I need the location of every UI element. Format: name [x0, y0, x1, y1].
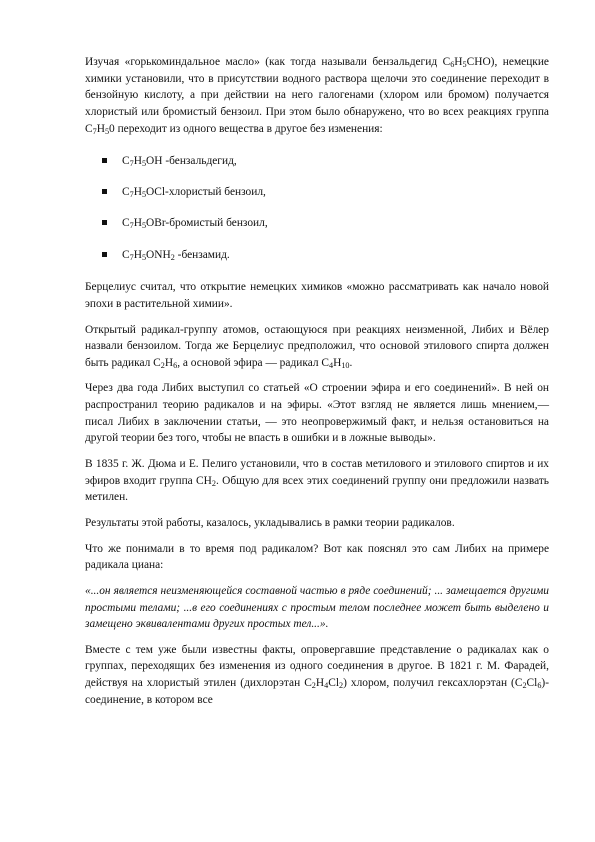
text: ONH [146, 248, 171, 261]
subscript: 5 [462, 60, 467, 70]
paragraph-berzelius: Берцелиус считал, что открытие немецких химиков «можно рассматривать как начало новой эпохи в растительной химии». [85, 281, 549, 310]
text: C [122, 186, 130, 199]
paragraph-radical [85, 322, 549, 372]
bullet-square-icon [102, 158, 107, 163]
text: Изучая «горькоминдальное масло» (как тогда называли бензальдегид C [85, 56, 451, 68]
text: OBr-бромистый бензоил, [146, 217, 268, 230]
paragraph-liebig-article: Через два года Либих выступил со статьей «О строении эфира и его соединений». В ней он распространил теорию радикалов и на эфиры. «Этот взгляд не является лишь мнением,— писал Либих в заключении статьи, — это неопровержимый факт, и нельзя остановиться на другой теории без того, чтобы не впасть в ошибки и в ложные выводы». [85, 382, 549, 445]
text: . [349, 356, 353, 369]
subscript: 7 [129, 159, 134, 169]
text: OH -бензальдегид, [146, 155, 237, 168]
bullet-square-icon [102, 252, 107, 257]
formula-list [85, 153, 549, 263]
text: CHO), немецкие химики установили, что в присутствии водного раствора щелочи это соединение переходит в бензойную кислоту, а при действии на него галогенами (хлором или бромом) получается хлористый или бромистый бензоил. При этом было обнаружено, что во всех реакциях группа C [85, 56, 549, 135]
text: H [164, 356, 174, 369]
text: C [122, 155, 130, 168]
subscript: 7 [129, 221, 134, 231]
subscript: 2 [170, 252, 175, 262]
subscript: 5 [141, 190, 147, 200]
subscript: 6 [450, 60, 455, 70]
document-body [85, 54, 549, 708]
text: Cl [328, 677, 339, 690]
subscript: 4 [328, 360, 334, 370]
text: Открытый радикал-группу атомов, остающуюся при реакциях неизменной, Либих и Вёлер назвали бензоилом. Тогда же Берцелиус предположил, что основой этилового спирта должен быть радикал C [85, 323, 549, 369]
text: H [133, 186, 142, 199]
text: C [122, 248, 130, 261]
subscript: 2 [522, 681, 527, 691]
text: . Общую для всех этих соединений группу они предложили назвать метилен. [85, 474, 550, 504]
subscript: 7 [129, 190, 134, 200]
text: -бензамид. [174, 248, 230, 261]
text: H [315, 677, 325, 690]
formula-item [85, 215, 549, 232]
text: OCl-хлористый бензоил, [146, 186, 266, 199]
text: ) хлором, получил гексахлорэтан (C [343, 677, 523, 690]
text: H [333, 356, 342, 369]
paragraph-benzaldehyde [85, 54, 549, 137]
text: H [454, 56, 463, 68]
paragraph-faraday [85, 642, 549, 709]
subscript: 5 [141, 159, 147, 169]
formula-item [85, 184, 549, 201]
formula-item [85, 247, 549, 264]
subscript: 5 [141, 221, 147, 231]
text: H [133, 248, 142, 261]
paragraph-question: Что же понимали в то время под радикалом? Вот как пояснял это сам Либих на примере радикала циана: [85, 542, 549, 572]
bullet-square-icon [102, 189, 107, 194]
text: Вместе с тем уже были известны факты, опровергавшие представление о радикалах как о группах, переходящих без изменения из одного соединения в другое. В 1821 г. М. Фарадей, действуя на хлористый этилен (дихлорэтан C [85, 643, 549, 690]
subscript: 5 [104, 126, 110, 136]
text: , а основой эфира — радикал C [177, 356, 329, 369]
subscript: 2 [338, 681, 344, 691]
subscript: 6 [173, 360, 178, 370]
quote-liebig: «...он является неизменяющейся составной частью в ряде соединений; ... замещается другими простыми телами; ...в его соединениях с простым телом последнее может быть выделено и замещено эквивалентами других простых тел...». [85, 584, 549, 631]
subscript: 5 [141, 252, 147, 262]
paragraph-results: Результаты этой работы, казалось, укладывались в рамки теории радикалов. [85, 516, 455, 529]
text: H [133, 155, 142, 168]
subscript: 10 [341, 360, 350, 370]
text: C [122, 217, 130, 230]
subscript: 2 [311, 681, 316, 691]
subscript: 2 [211, 478, 216, 488]
text: H [96, 122, 105, 135]
bullet-square-icon [102, 220, 107, 225]
text: В 1835 г. Ж. Дюма и Е. Пелиго установили, что в состав метилового и этилового спиртов и их эфиров входит группа CH [85, 458, 549, 487]
paragraph-dumas [85, 456, 549, 506]
subscript: 4 [324, 681, 329, 691]
subscript: 6 [537, 681, 542, 691]
text: Cl [526, 677, 538, 690]
text: H [133, 217, 142, 230]
subscript: 7 [92, 126, 97, 136]
subscript: 7 [129, 252, 134, 262]
text: 0 переходит из одного вещества в другое без изменения: [109, 122, 383, 135]
subscript: 2 [160, 360, 165, 370]
formula-item [85, 153, 549, 170]
text: )-соединение, в котором все [85, 677, 549, 706]
